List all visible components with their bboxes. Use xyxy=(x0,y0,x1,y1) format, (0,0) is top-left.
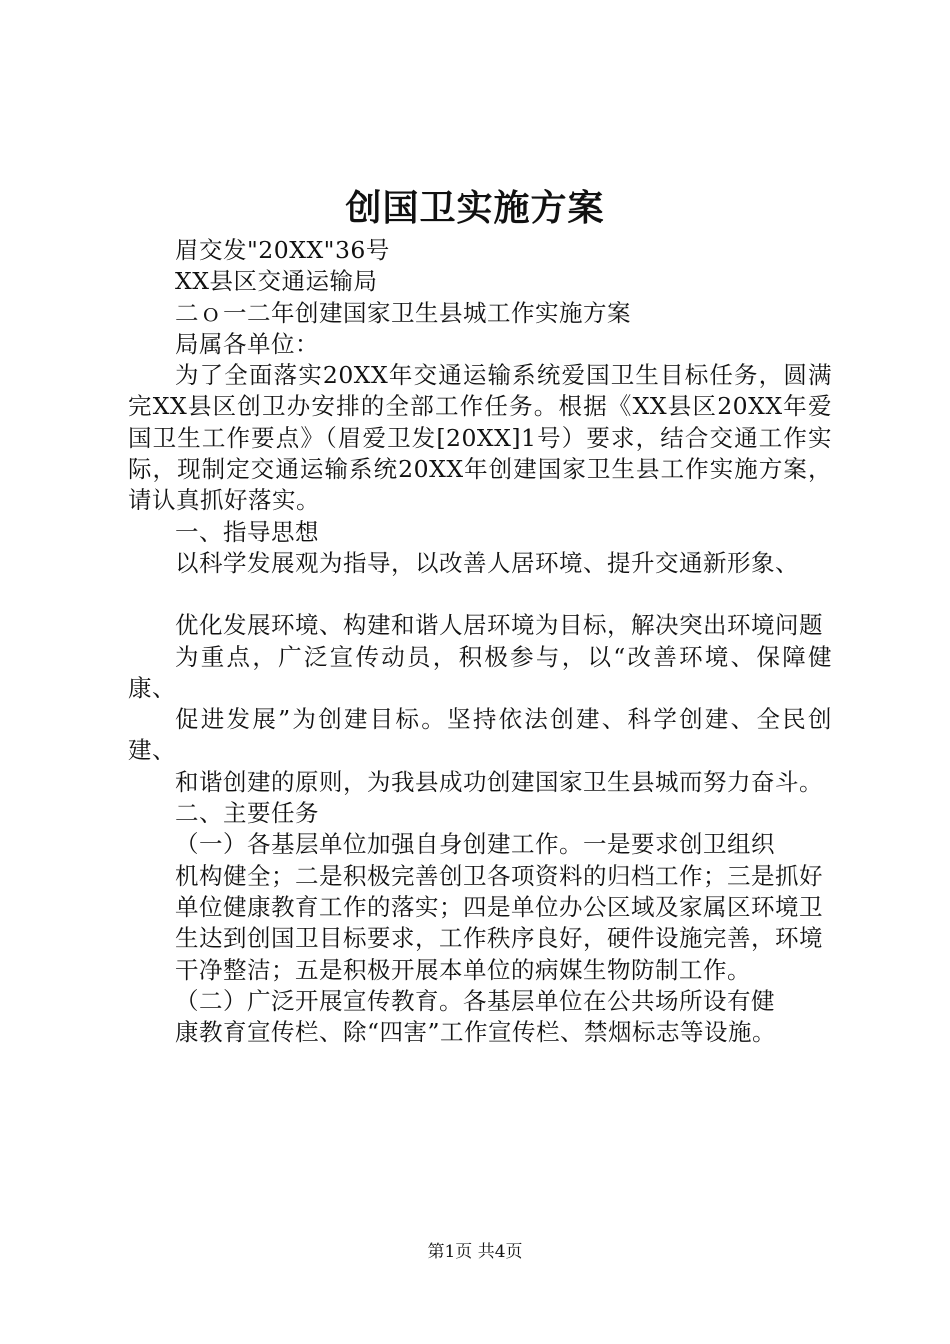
doc-number-line: 眉交发"20XX"36号 xyxy=(175,236,390,264)
intro-paragraph: 为了全面落实20XX年交通运输系统爱国卫生目标任务，圆满完XX县区创卫办安排的全部工作任务。根据《XX县区20XX年爱国卫生工作要点》（眉爱卫发[20XX]1号）要求，结合交通工作实际，现制定交通运输系统20XX年创建国家卫生县工作实施方案，请认真抓好落实。 xyxy=(128,361,832,515)
guiding-ideology-line-2: 优化发展环境、构建和谐人居环境为目标，解决突出环境问题 xyxy=(175,611,823,640)
guiding-ideology-line-1: 以科学发展观为指导，以改善人居环境、提升交通新形象、 xyxy=(175,548,799,577)
guiding-ideology-line-5: 和谐创建的原则，为我县成功创建国家卫生县城而努力奋斗。 xyxy=(175,767,823,796)
document-body xyxy=(128,235,832,1048)
issuer-line: XX县区交通运输局 xyxy=(175,267,378,296)
guiding-ideology-line-4: 促进发展”为创建目标。坚持依法创建、科学创建、全民创建、 xyxy=(128,705,832,765)
document-title: 创国卫实施方案 xyxy=(345,187,605,229)
main-tasks-line-2: 机构健全；二是积极完善创卫各项资料的归档工作；三是抓好 xyxy=(175,861,823,890)
main-tasks-line-4: 生达到创国卫目标要求，工作秩序良好，硬件设施完善，环境 xyxy=(175,924,823,953)
main-tasks-line-7: 康教育宣传栏、除“四害”工作宣传栏、禁烟标志等设施。 xyxy=(175,1018,777,1047)
page-footer: 第1页 共4页 xyxy=(427,1242,523,1262)
section-heading-guiding-ideology: 一、指导思想 xyxy=(175,517,319,546)
main-tasks-line-6: （二）广泛开展宣传教育。各基层单位在公共场所设有健 xyxy=(175,986,775,1015)
section-heading-main-tasks: 二、主要任务 xyxy=(175,799,319,828)
plan-heading-line: 二ｏ一二年创建国家卫生县城工作实施方案 xyxy=(175,298,631,327)
main-tasks-line-3: 单位健康教育工作的落实；四是单位办公区域及家属区环境卫 xyxy=(175,892,823,921)
main-tasks-line-5: 干净整洁；五是积极开展本单位的病媒生物防制工作。 xyxy=(175,955,751,984)
main-tasks-line-1: （一）各基层单位加强自身创建工作。一是要求创卫组织 xyxy=(175,830,775,859)
guiding-ideology-line-3: 为重点，广泛宣传动员，积极参与，以“改善环境、保障健康、 xyxy=(128,642,832,702)
recipient-line: 局属各单位： xyxy=(175,329,319,358)
